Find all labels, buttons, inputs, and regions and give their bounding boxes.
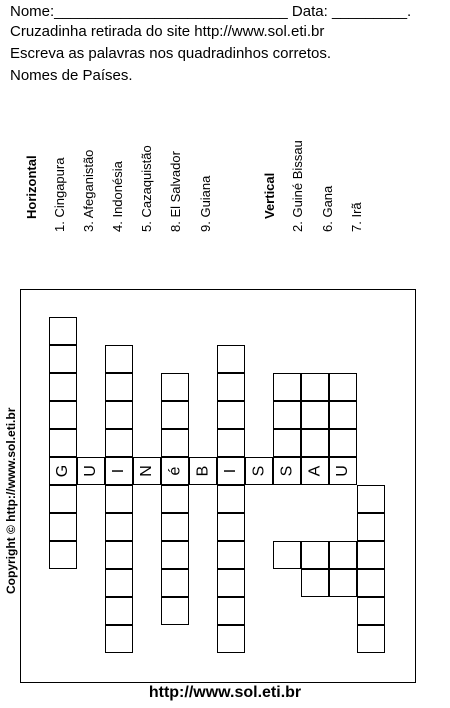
horizontal-clues-title: Horizontal — [24, 155, 39, 219]
grid-cell[interactable] — [217, 541, 245, 569]
source-line: Cruzadinha retirada do site http://www.sol.eti.br — [10, 23, 325, 40]
grid-cell[interactable] — [161, 429, 189, 457]
horizontal-clue: 9. Guiana — [198, 175, 213, 232]
grid-cell[interactable] — [301, 541, 329, 569]
grid-cell[interactable] — [217, 373, 245, 401]
grid-cell[interactable] — [105, 513, 133, 541]
grid-letter: U — [82, 465, 99, 477]
grid-cell[interactable] — [357, 541, 385, 569]
vertical-clues-title: Vertical — [262, 172, 277, 219]
horizontal-clue: 8. El Salvador — [168, 151, 183, 232]
grid-cell[interactable] — [329, 569, 357, 597]
grid-cell[interactable] — [217, 401, 245, 429]
grid-letter: A — [305, 465, 323, 477]
grid-letter: S — [249, 465, 267, 477]
grid-cell[interactable] — [161, 513, 189, 541]
grid-letter: U — [334, 465, 351, 477]
grid-cell[interactable] — [49, 429, 77, 457]
grid-cell[interactable] — [301, 373, 329, 401]
grid-cell[interactable] — [105, 541, 133, 569]
side-copyright: Copyright © http://www.sol.eti.br — [4, 407, 18, 594]
grid-cell[interactable] — [161, 373, 189, 401]
grid-cell[interactable] — [273, 457, 301, 485]
grid-cell[interactable] — [105, 597, 133, 625]
grid-cell[interactable] — [77, 457, 105, 485]
grid-cell[interactable] — [217, 569, 245, 597]
grid-cell[interactable] — [161, 485, 189, 513]
grid-cell[interactable] — [217, 513, 245, 541]
grid-cell[interactable] — [301, 569, 329, 597]
grid-cell[interactable] — [301, 457, 329, 485]
grid-cell[interactable] — [49, 317, 77, 345]
grid-cell[interactable] — [329, 373, 357, 401]
grid-cell[interactable] — [217, 485, 245, 513]
grid-cell[interactable] — [217, 345, 245, 373]
grid-cell[interactable] — [217, 597, 245, 625]
grid-cell[interactable] — [105, 457, 133, 485]
grid-cell[interactable] — [273, 429, 301, 457]
grid-cell[interactable] — [161, 401, 189, 429]
grid-cell[interactable] — [273, 541, 301, 569]
clue-list — [0, 0, 450, 260]
grid-cell[interactable] — [105, 569, 133, 597]
grid-cell[interactable] — [161, 569, 189, 597]
grid-cell[interactable] — [49, 373, 77, 401]
horizontal-clue: 4. Indonésia — [110, 161, 125, 232]
grid-cell[interactable] — [301, 401, 329, 429]
instruction-line: Escreva as palavras nos quadradinhos corretos. — [10, 45, 332, 62]
vertical-clue: 2. Guiné Bissau — [290, 140, 305, 232]
grid-cell[interactable] — [105, 625, 133, 653]
grid-cell[interactable] — [245, 457, 273, 485]
grid-cell[interactable] — [49, 457, 77, 485]
grid-cell[interactable] — [105, 485, 133, 513]
vertical-clue: 7. Irã — [349, 202, 364, 232]
grid-cell[interactable] — [217, 429, 245, 457]
grid-cell[interactable] — [49, 401, 77, 429]
grid-cell[interactable] — [161, 597, 189, 625]
horizontal-clue: 3. Afeganistão — [81, 149, 96, 232]
grid-cell[interactable] — [105, 345, 133, 373]
grid-cell[interactable] — [273, 401, 301, 429]
name-date-line: Nome:____________________________ Data: _________. — [10, 3, 412, 20]
grid-letter: I — [109, 468, 127, 474]
grid-cell[interactable] — [329, 401, 357, 429]
horizontal-clue: 5. Cazaquistão — [139, 145, 154, 232]
grid-cell[interactable] — [105, 429, 133, 457]
grid-cell[interactable] — [49, 345, 77, 373]
grid-cell[interactable] — [329, 429, 357, 457]
grid-letter: N — [138, 465, 155, 477]
grid-cell[interactable] — [329, 541, 357, 569]
footer-url: http://www.sol.eti.br — [148, 684, 302, 701]
grid-cell[interactable] — [329, 457, 357, 485]
grid-cell[interactable] — [301, 429, 329, 457]
grid-letter: é — [166, 466, 183, 476]
grid-cell[interactable] — [49, 541, 77, 569]
grid-letter: B — [193, 465, 211, 477]
grid-cell[interactable] — [105, 373, 133, 401]
grid-letter: I — [221, 468, 239, 474]
grid-cell[interactable] — [49, 513, 77, 541]
grid-letter: S — [277, 465, 295, 477]
grid-cell[interactable] — [357, 597, 385, 625]
grid-cell[interactable] — [161, 457, 189, 485]
grid-cell[interactable] — [105, 401, 133, 429]
grid-cell[interactable] — [189, 457, 217, 485]
grid-cell[interactable] — [217, 625, 245, 653]
grid-letter: G — [53, 464, 71, 478]
horizontal-clue: 1. Cingapura — [52, 157, 67, 232]
vertical-clue: 6. Gana — [320, 185, 335, 232]
grid-cell[interactable] — [357, 569, 385, 597]
grid-cell[interactable] — [133, 457, 161, 485]
grid-cell[interactable] — [161, 541, 189, 569]
grid-cell[interactable] — [273, 373, 301, 401]
grid-cell[interactable] — [357, 485, 385, 513]
grid-cell[interactable] — [217, 457, 245, 485]
grid-cell[interactable] — [49, 485, 77, 513]
topic-line: Nomes de Países. — [10, 67, 133, 84]
grid-cell[interactable] — [357, 513, 385, 541]
grid-cell[interactable] — [357, 625, 385, 653]
